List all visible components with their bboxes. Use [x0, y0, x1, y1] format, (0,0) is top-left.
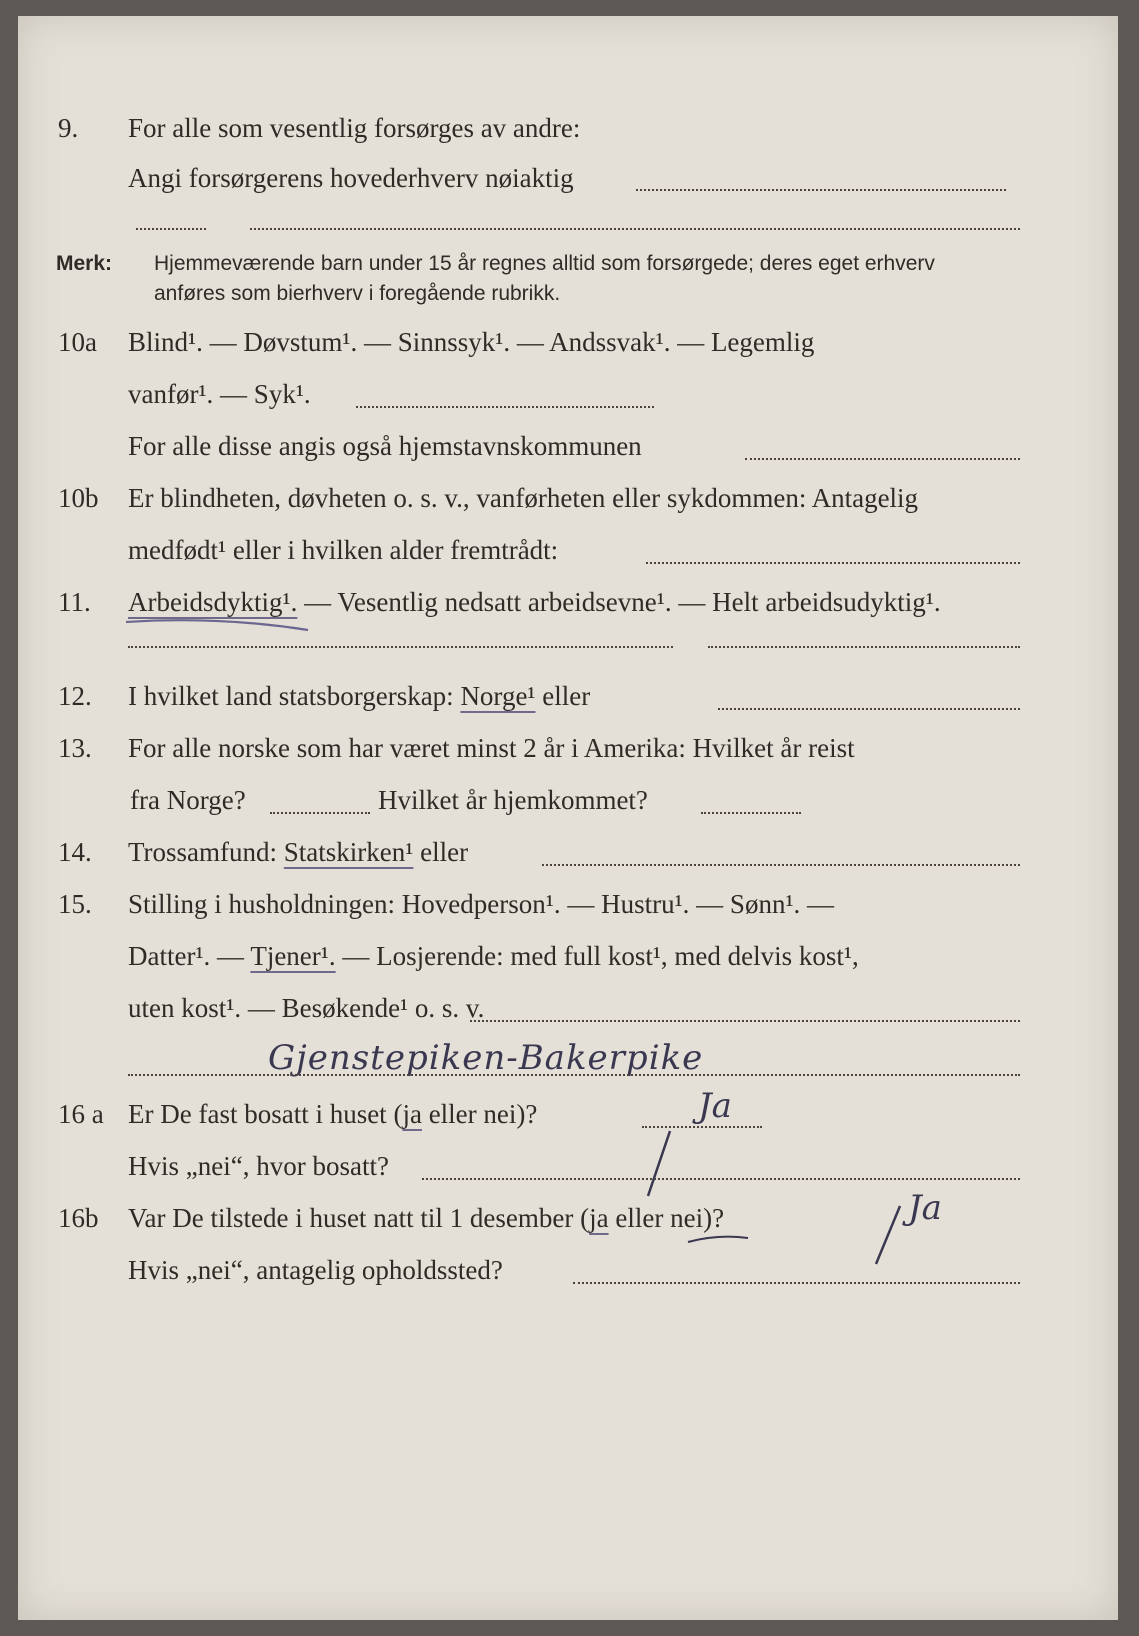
question-number: 14. [58, 837, 92, 867]
question-number: 10a [58, 327, 97, 357]
question-text: Angi forsørgerens hovederhverv nøiaktig [128, 163, 574, 193]
selected-option: ja [402, 1099, 422, 1129]
question-prefix: I hvilket land statsborgerskap: [128, 681, 461, 711]
question-text: Hvis „nei“, hvor bosatt? [128, 1151, 389, 1181]
option-text: — Vesentlig nedsatt arbeidsevne¹. — Helt arbeidsudyktig¹. [297, 587, 941, 617]
question-number: 16 a [58, 1099, 104, 1129]
question-prefix: Var De tilstede i huset natt til 1 desember ( [128, 1203, 590, 1233]
note-label: Merk: [56, 252, 113, 275]
question-text: Hvis „nei“, antagelig opholdssted? [128, 1255, 503, 1285]
note-text: Hjemmeværende barn under 15 år regnes alltid som forsørgede; deres eget erhverv [154, 252, 935, 275]
question-number: 16b [58, 1203, 99, 1233]
question-text: uten kost¹. — Besøkende¹ o. s. v. [128, 993, 485, 1023]
question-suffix: eller [535, 681, 591, 711]
question-text: fra Norge? [130, 785, 246, 815]
selected-option: Statskirken¹ [283, 837, 414, 867]
selected-option: ja [589, 1203, 609, 1233]
selected-option: Tjener¹. [250, 941, 336, 971]
handwritten-answer: Ja [698, 1086, 732, 1126]
question-text: Stilling i husholdningen: Hovedperson¹. — Hustru¹. — Sønn¹. — [128, 889, 835, 919]
question-text: Er blindheten, døvheten o. s. v., vanførheten eller sykdommen: Antagelig [128, 483, 919, 513]
question-text: For alle som vesentlig forsørges av andre: [128, 113, 581, 143]
question-number: 13. [58, 733, 92, 763]
option-text: — Losjerende: med full kost¹, med delvis kost¹, [335, 941, 859, 971]
question-text: vanfør¹. — Syk¹. [128, 379, 311, 409]
question-text: Hvilket år hjemkommet? [378, 785, 648, 815]
question-suffix: eller nei)? [608, 1203, 725, 1233]
note-text: anføres som bierhverv i foregående rubrikk. [154, 282, 561, 305]
question-number: 12. [58, 681, 92, 711]
question-text: For alle disse angis også hjemstavnskommunen [128, 431, 642, 461]
census-form-page [18, 16, 1118, 1620]
question-number: 11. [58, 587, 91, 617]
question-prefix: Er De fast bosatt i huset ( [128, 1099, 403, 1129]
question-text: For alle norske som har været minst 2 år i Amerika: Hvilket år reist [128, 733, 855, 763]
question-number: 9. [58, 113, 79, 143]
question-text: medfødt¹ eller i hvilken alder fremtrådt: [128, 535, 559, 565]
question-number: 15. [58, 889, 92, 919]
selected-option: Arbeidsdyktig¹. [128, 587, 298, 617]
option-text: Datter¹. — [128, 941, 251, 971]
handwritten-answer: Gjenstepiken-Bakerpike [268, 1038, 704, 1078]
question-prefix: Trossamfund: [128, 837, 284, 867]
pencil-marks [18, 16, 1118, 1620]
question-suffix: eller nei)? [421, 1099, 538, 1129]
question-text: Blind¹. — Døvstum¹. — Sinnssyk¹. — Andssvak¹. — Legemlig [128, 327, 815, 357]
question-number: 10b [58, 483, 99, 513]
selected-option: Norge¹ [460, 681, 536, 711]
handwritten-answer: Ja [908, 1188, 942, 1228]
question-suffix: eller [413, 837, 469, 867]
